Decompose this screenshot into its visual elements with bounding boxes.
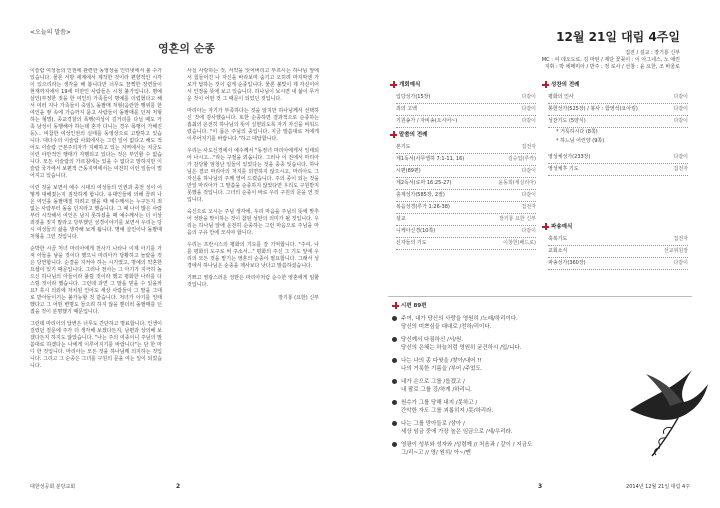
paragraph: 육신으로 오시는 주님 생각에, 우리 마음을 주님의 뜻에 맞추어 성탄을 맞이하는 것이 참된 성탄의 의미가 될 것입니다. 우리는 하나님 앞에 온전히 순종하는 그런 마음으로 주님을 마음의 구유 안에 모셔야 합니다. <box>187 209 319 236</box>
paragraph: 기쁘고 영광스러운 성탄은 마리아처럼 순수한 영혼에게 임할 것입니다. <box>187 275 319 288</box>
sermon-title: 영혼의 순종 <box>158 42 215 55</box>
section-opening-heading <box>390 80 420 88</box>
paragraph: 순박한 시골 처녀 마리아에게 천사가 나타나 이제 아기를 가져 아들을 낳을 것이다 했으니 마리아가 당황하고 놀랐을 것은 당연합니다. 순결을 지켜야 하는 시기였고, 명예의 약혼한 요셉이 있기 때문입니다. 그러나 천사는 그 아기가 지극히 높으신 하나님의 아들이라 불릴 것이라 했고 평화한 나라를 다스릴 것이라 했습니다. 그런데 과연 그 말을 믿을 수 있을까요? 혹시 의외에 처치된 인어도 세상 사람들이 그 말을 그대로 받아들이기는 불가능할 것 같습니다. 처녀가 아기를 잉태했다고 그 어떤 변명도 들으려 하지 않을 뿐더러 돌팔매를 던졌을 것이 분명했기 때문입니다. <box>30 246 162 315</box>
sacrament-list <box>548 92 688 128</box>
sermon-column-2 <box>187 68 319 488</box>
paragraph: 이슬람 여성들의 인권에 관련한 동영상을 인터넷에서 볼 수가 있습니다. 물론 서방 세계에서 제작한 것이라 편향적인 시각이 있으리라는 생각을 해 봅니다만 너무도 끔찍한 장면들이 현재까지에서 19세 미만인 사람들은 시청 불가입니다. 명예 살인(부정한 짓을 한 여인의 가족들이 명예를 더럽혔다고 해서 여러 지나 가족들이 죽임), 돌팔매 처형(음란한 행위를 한 여인을 땅 속에 가슴까지 묻고 사람들이 돌팔매를 던져 처형하는 형벌), 종교경찰의 폭행(여성이 길거리를 다닐 때도 가족 남성이 동행해야 하는데 혼자 다니는 경우 폭행이 가해진 등)... 비참한 여성인권의 실태를 동영상으로 고발하고 있습니다. 대다수의 이슬람 사회에서는 그런 일이 없다고 해도 적어도 이슬람 근본주의자가 지배하고 있는 지역에서는 지금도 이런 야만적인 행태가 자행되고 있다는 것은 부인할 수 없습니다. 모든 이슬람의 가르침에는 있을 수 없다고 말하지만 이슬람 국가에서 보편적 근동지역에서는 여전히 이런 일들이 벌어지고 있습니다. <box>30 68 162 179</box>
dismissal-list <box>548 234 688 270</box>
psalm-verse: 나는 나의 종 다윗을 /찾아/내어 !! 나의 거룩한 기름을 /부어 /주었도. <box>392 357 604 374</box>
note-line: * 하느님 어린양 (9쪽) <box>556 138 605 144</box>
list-item: 영성체성가(233장) 다같이 <box>548 152 688 164</box>
bullet-icon <box>392 358 397 363</box>
section-sacrament-heading <box>542 80 579 88</box>
word-list <box>396 142 536 250</box>
list-item: 층계성가(585장, 2절) 다같이 <box>396 190 536 202</box>
page-number: 3 <box>538 483 543 490</box>
cross-icon <box>390 131 397 138</box>
psalm-verse: 주여, 내가 당신의 사랑을 영원히 /노래/하리이다. 당신의 미쁘심을 대대로 /전하/리이다. <box>392 315 604 332</box>
psalm-verse: 원수가 그를 당해 내지 /못하고 / 간악한 자도 그를 괴롭히지 /못/하리라. <box>392 399 604 416</box>
cross-icon <box>392 302 399 309</box>
communion-list <box>548 152 688 176</box>
psalm-verse: 영광이 성부와 성자와 /성령께 // 처음과 / 같이 / 지금도 그/리~고 // 영/ 원히/ 아~/멘 <box>392 441 604 458</box>
psalm-title: 시편 89편 <box>392 302 604 311</box>
footer-church: 대한성공회 분당교회 <box>30 484 76 490</box>
section-label: 성찬의 전례 <box>551 82 580 88</box>
section-label: 파송예식 <box>551 224 573 230</box>
list-item: 평화의 인사 다같이 <box>548 92 688 104</box>
list-item: 본기도 집전자 <box>396 142 536 154</box>
sacrament-notes <box>556 128 686 146</box>
bullet-icon <box>392 421 397 426</box>
paragraph: 우리는 사도신경에서 예수께서 "동정녀 마리아에게서 잉태되어 나시고…"라는 구절을 외웁니다. 그러나 이 전에서 마리아가 감당할 엄청난 일들이 있었다는 것을 종종 잊습니다. 하나님은 결코 마리아의 처지를 외면하지 않으시고, 마리아도 그 자신을 하나님의 주께 열어 드렸습니다. 주의 종이 되는 것을 만일 마리아가 그 말씀을 순종하지 않았다면 우리도 구원받지 못했을 것입니다. 그녀의 순종이 바로 우리 구원의 문을 연 것입니다. <box>187 148 319 203</box>
info-line: MC : 여 데오도로, 김 마틴 / 제단 꽃꽂이 : 이 아그네스, 노 애린 <box>541 57 680 63</box>
paragraph: 이런 것을 보면서 예수 시대의 여성들의 인권과 종전 성이 어떻게 대해졌는지 짐작하게 합니다. 유대인들에 의해 끌려 나온 여인을 돌팔매질 하려고 했을 때 예수께서는 누구든지 죄 없는 사람부터 돌을 던지라고 했습니다. 그 때 나이 많은 사람부터 시작해서 여인은 남지 못하셨을 때 예수께서는 더 이상 죄짓을 짓지 말라고 당부했던 성경이야기를 보면서 우리는 당시 여성들의 삶을 생각해 보게 됩니다. 명예 살인이나 돌팔매 처형을 그런 것입니다. <box>30 185 162 240</box>
footer-date: 2014년 12월 21일 대림 4주 <box>626 484 690 490</box>
list-item: 교회소식 선교위원장 <box>548 246 688 258</box>
list-item: 기원송가 / 자비송(오시어~) 다같이 <box>396 116 536 128</box>
signature: 장기룡 (요한) 신부 <box>278 295 319 301</box>
list-item: 제1독서(사무엘하 7:1-11, 16) 김승업(루카) <box>396 154 536 166</box>
opening-list <box>396 92 536 128</box>
bullet-icon <box>392 316 397 321</box>
section-dismissal-heading <box>542 222 572 230</box>
psalm-verse: 당신께서 다짐하신 /서/원. 당신의 은혜는 하늘처럼 영원히 굳건하시 /입/니다. <box>392 336 604 353</box>
page-title: 12월 21일 대림 4주일 <box>556 30 680 44</box>
paragraph: 우리는 프란시스의 평화의 기도를 잘 기억합니다. "주여, 나를 평화의 도구로 써 주소서..." 평화의 주신 그 기도 앞에 우리의 모든 것을 맡기는 영혼의 순종이 필요합니다. 그래서 성경에서 하나님은 순종을 제사보다 낫다고 말씀하셨습니다. <box>187 242 319 269</box>
list-item: 입당성가(15장) 다같이 <box>396 92 536 104</box>
list-item: 파송성가(360장) 다같이 <box>548 258 688 270</box>
bullet-icon <box>392 379 397 384</box>
note-line: * 거룩하시다 (8쪽) <box>556 129 598 135</box>
list-item: 니케아신경(10쪽) 다같이 <box>396 226 536 238</box>
cross-icon <box>542 223 549 230</box>
divider <box>388 296 692 297</box>
section-word-heading <box>390 130 427 138</box>
info-line: 지휘 : 박 에메미아 / 반주 : 정 로사 / 선창 : 윤 요한, 조 바울로 <box>544 64 680 70</box>
sermon-column-1 <box>30 68 162 488</box>
list-item: 설교 장기룡 요한 신부 <box>396 214 536 226</box>
list-item: 죄의 고백 다같이 <box>396 104 536 116</box>
list-item: 성찬기도 (5양식) 다같이 <box>548 116 688 128</box>
list-item: 영성체후 기도 집전자 <box>548 164 688 176</box>
psalm-verse: 나는 그를 맏아들로 /삼아 / 세상 임금 중에 가장 높은 임금으로 /세/우리라. <box>392 420 604 437</box>
psalm-section <box>392 302 604 462</box>
list-item: 제2독서(로마 16:25-27) 윤동희(세실리아) <box>396 178 536 190</box>
page-number: 2 <box>176 483 181 490</box>
list-item: 신자들의 기도 이창헌(베드로) <box>396 238 536 250</box>
list-item: 봉헌성가(525장) / 봉사 : 함영석(요아킴) 다같이 <box>548 104 688 116</box>
bullet-icon <box>392 400 397 405</box>
section-label: 말씀의 전례 <box>399 132 428 138</box>
section-label: 개회예식 <box>399 82 421 88</box>
bullet-icon <box>392 442 397 447</box>
dove-icon <box>622 340 712 460</box>
section-label: <오늘의 말씀> <box>30 29 71 36</box>
service-info <box>542 50 680 71</box>
paragraph: 사실 사랑하는 것, 서약을 잊어버리고 부르시는 하나님 앞에서 힘들어진 나 자신을 바라보며 숨기고 오히려 마지막엔 가로가 답하는 것이 쉽게 순종입니다. 물론 불빛이 제 자신이어서 인정을 뜻에 보고 있습니다. 하나님이 보시면 내 삶이 무거운 것이 어떤 것 그 때문이 되었던 것입니다. <box>187 68 319 102</box>
right-page <box>360 0 720 508</box>
paragraph: 그런데 마리아의 답변은 너무도 간단하고 명료합니다. 인생이 걸렸던 질문에 주가 더 생각해 보겠다든지, 남편과 상의해 보겠다든지 하지도 않았습니다. "나는 주의 여종이니 주님의 말씀대로 하겠다는 나에게 이루어지기를 바랍니다"는 단 한 마디 한 것입니다. 마리아는 모든 것을 하나님께 의지하는 것입니다. 그리고 그 순종은 그녀를 구원의 문을 여는 일이 되었습니다. <box>30 321 162 369</box>
list-item: 축복기도 집전자 <box>548 234 688 246</box>
list-item: 복음성경(루가 1:26-38) 집전자 <box>396 202 536 214</box>
list-item: 시편(89편) 다같이 <box>396 166 536 178</box>
paragraph: 마리아는 자기가 부족하다는 것을 알지만 하나님께서 선택하신 것에 감사했습니다. 또한 순종하면 결과적으로 순종하는 흠최의 온전히 하나님의 뜻이 실현되도록 자기 자신을 비워드렸습니다. "이 몸은 주님의 종입니다. 지금 말씀대로 저에게 이루어지기를 바랍니다."하고 대답합니다. <box>187 108 319 142</box>
bullet-icon <box>392 337 397 342</box>
cross-icon <box>390 81 397 88</box>
psalm-verse: 내가 손으로 그를 /돕겠고 / 내 팔로 그를 강/하게 /하리니. <box>392 378 604 395</box>
cross-icon <box>542 81 549 88</box>
info-line: 집전 / 설교 : 장기룡 신부 <box>625 50 680 56</box>
